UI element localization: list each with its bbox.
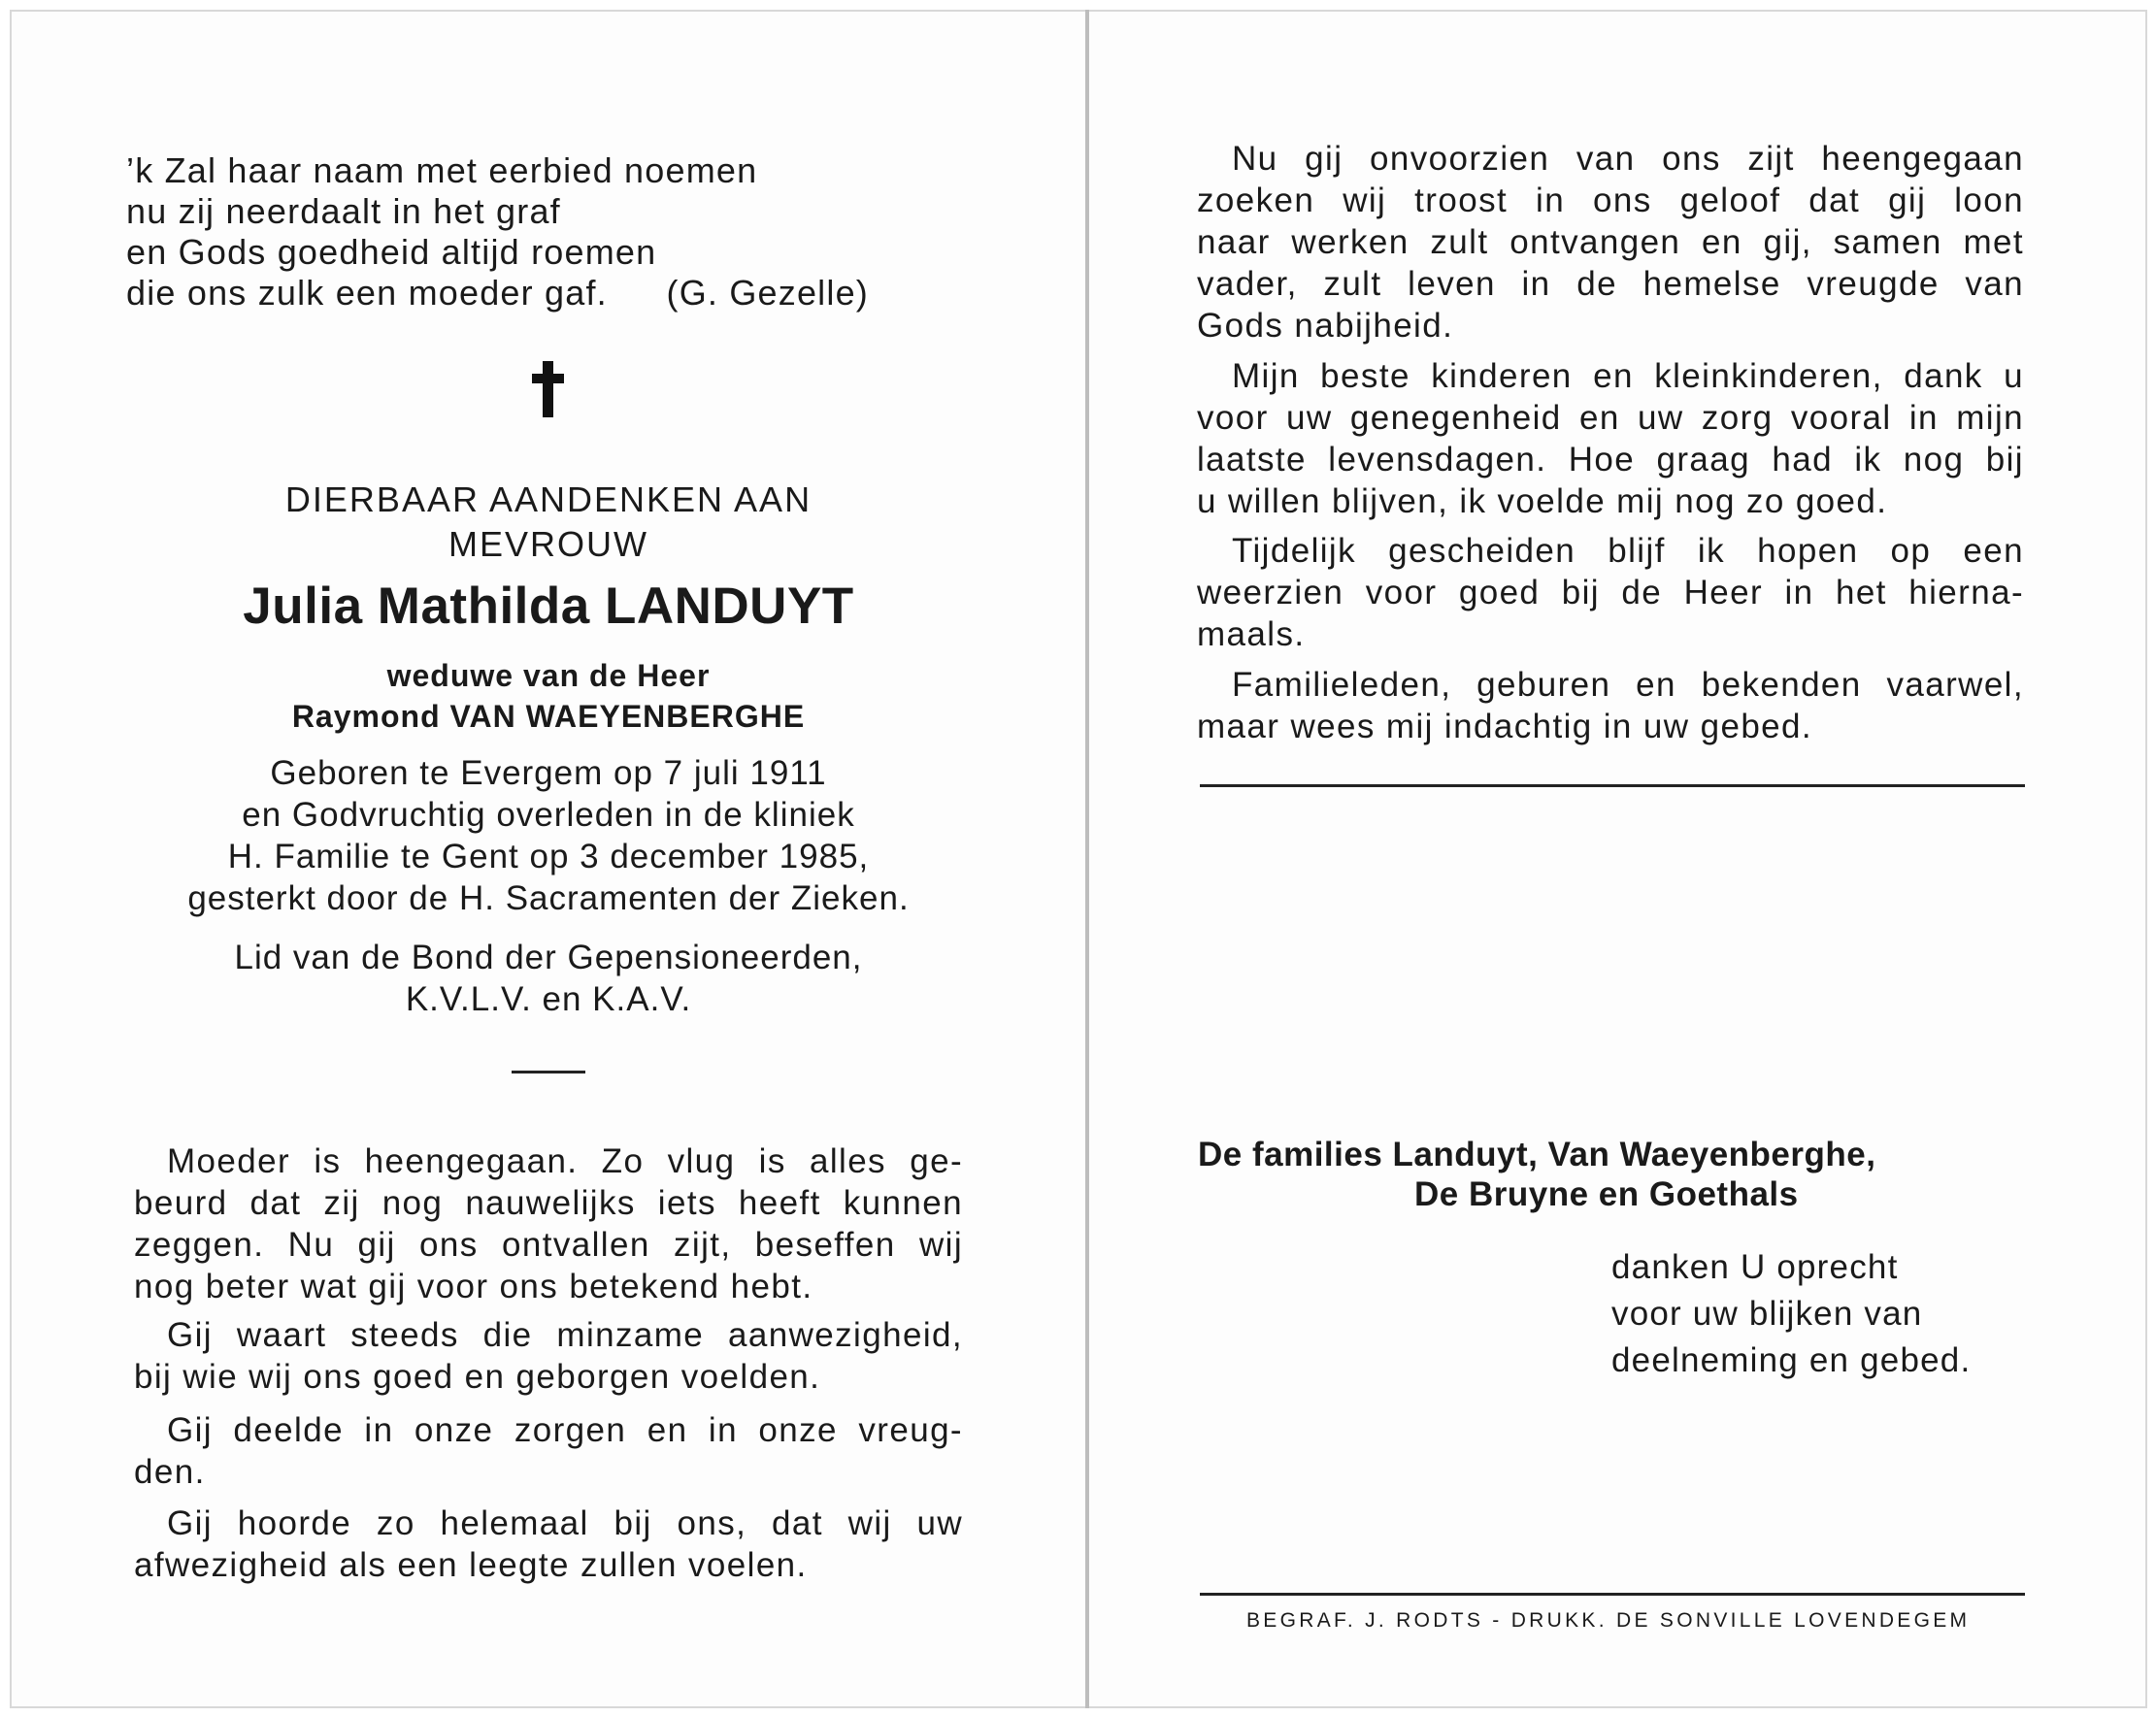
left-paragraph: [134, 1502, 963, 1586]
divider: [512, 1071, 585, 1073]
poem-line: ’k Zal haar naam met eerbied noemen: [126, 150, 758, 190]
life-detail-line: Geboren te Evergem op 7 juli 1911: [270, 754, 827, 792]
families-line-1: De families Landuyt, Van Waeyenberghe,: [1198, 1136, 1876, 1173]
text-line: vader, zult leven in de hemelse vreugde van: [1197, 265, 2024, 303]
deceased-name: Julia Mathilda LANDUYT: [243, 578, 854, 635]
text-line: Tijdelijk gescheiden blijf ik hopen op een: [1232, 532, 2024, 570]
life-detail-line: H. Familie te Gent op 3 december 1985,: [227, 838, 870, 875]
text-line: laatste levensdagen. Hoe graag had ik nog bij: [1197, 441, 2024, 479]
text-line: weerzien voor goed bij de Heer in het hierna-: [1197, 574, 2024, 611]
poem-attribution: (G. Gezelle): [666, 273, 869, 313]
left-paragraph: [134, 1314, 963, 1398]
heading-line-1: DIERBAAR AANDENKEN AAN: [284, 479, 813, 519]
families-line-2: De Bruyne en Goethals: [1414, 1175, 1799, 1213]
poem-last-row: [126, 273, 869, 314]
text-line: Nu gij onvoorzien van ons zijt heengegaan: [1232, 140, 2024, 178]
printer-credit: BEGRAF. J. RODTS - DRUKK. DE SONVILLE LOVENDEGEM: [1246, 1609, 1971, 1632]
membership-line: K.V.L.V. en K.A.V.: [405, 980, 692, 1018]
latin-cross-icon: [529, 361, 568, 419]
divider: [1200, 784, 2025, 787]
text-line: Gij waart steeds die minzame aanwezigheid,: [167, 1316, 963, 1354]
left-paragraph: [134, 1140, 963, 1307]
text-line: Gods nabijheid.: [1197, 307, 1454, 345]
divider: [1200, 1593, 2025, 1596]
text-line: voor uw genegenheid en uw zorg vooral in mijn: [1197, 399, 2024, 437]
text-line: beurd dat zij nog nauwelijks iets heeft kunnen: [134, 1184, 963, 1222]
text-line: naar werken zult ontvangen en gij, samen met: [1197, 223, 2024, 261]
right-paragraph: [1197, 138, 2024, 347]
thanks-line: voor uw blijken van: [1611, 1295, 1923, 1333]
text-line: Gij hoorde zo helemaal bij ons, dat wij uw: [167, 1504, 963, 1542]
membership-line: Lid van de Bond der Gepensioneerden,: [234, 939, 863, 976]
right-paragraph: [1197, 664, 2024, 747]
heading-line-2: MEVROUW: [448, 524, 648, 564]
text-line: u willen blijven, ik voelde mij nog zo goed.: [1197, 482, 1888, 520]
widow-of-line-2: Raymond VAN WAEYENBERGHE: [291, 699, 806, 734]
text-line: maar wees mij indachtig in uw gebed.: [1197, 708, 1813, 745]
life-detail-line: gesterkt door de H. Sacramenten der Zieken.: [187, 879, 910, 917]
text-line: Mijn beste kinderen en kleinkinderen, dank u: [1232, 357, 2024, 395]
text-line: Moeder is heengegaan. Zo vlug is alles ge-: [167, 1142, 963, 1180]
text-line: bij wie wij ons goed en geborgen voelden.: [134, 1358, 821, 1396]
thanks-line: deelneming en gebed.: [1611, 1341, 1972, 1379]
card-fold: [1085, 10, 1089, 1708]
thanks-block: [1611, 1244, 1971, 1384]
left-paragraph: [134, 1409, 963, 1493]
poem: [126, 150, 903, 314]
text-line: zeggen. Nu gij ons ontvallen zijt, beseffen wij: [134, 1226, 963, 1264]
text-line: den.: [134, 1453, 206, 1491]
poem-line: die ons zulk een moeder gaf.: [126, 273, 608, 313]
text-line: nog beter wat gij voor ons betekend hebt.: [134, 1268, 813, 1305]
right-paragraph: [1197, 355, 2024, 522]
text-line: maals.: [1197, 615, 1306, 653]
text-line: Gij deelde in onze zorgen en in onze vreug-: [167, 1411, 963, 1449]
text-line: zoeken wij troost in ons geloof dat gij loon: [1197, 182, 2024, 219]
widow-of-line-1: weduwe van de Heer: [386, 658, 711, 693]
thanks-line: danken U oprecht: [1611, 1248, 1899, 1286]
text-line: Familieleden, geburen en bekenden vaarwel,: [1232, 666, 2024, 704]
poem-line: nu zij neerdaalt in het graf: [126, 191, 561, 231]
poem-line: en Gods goedheid altijd roemen: [126, 232, 657, 272]
right-paragraph: [1197, 530, 2024, 655]
life-detail-line: en Godvruchtig overleden in de kliniek: [242, 796, 855, 834]
text-line: afwezigheid als een leegte zullen voelen.: [134, 1546, 808, 1584]
